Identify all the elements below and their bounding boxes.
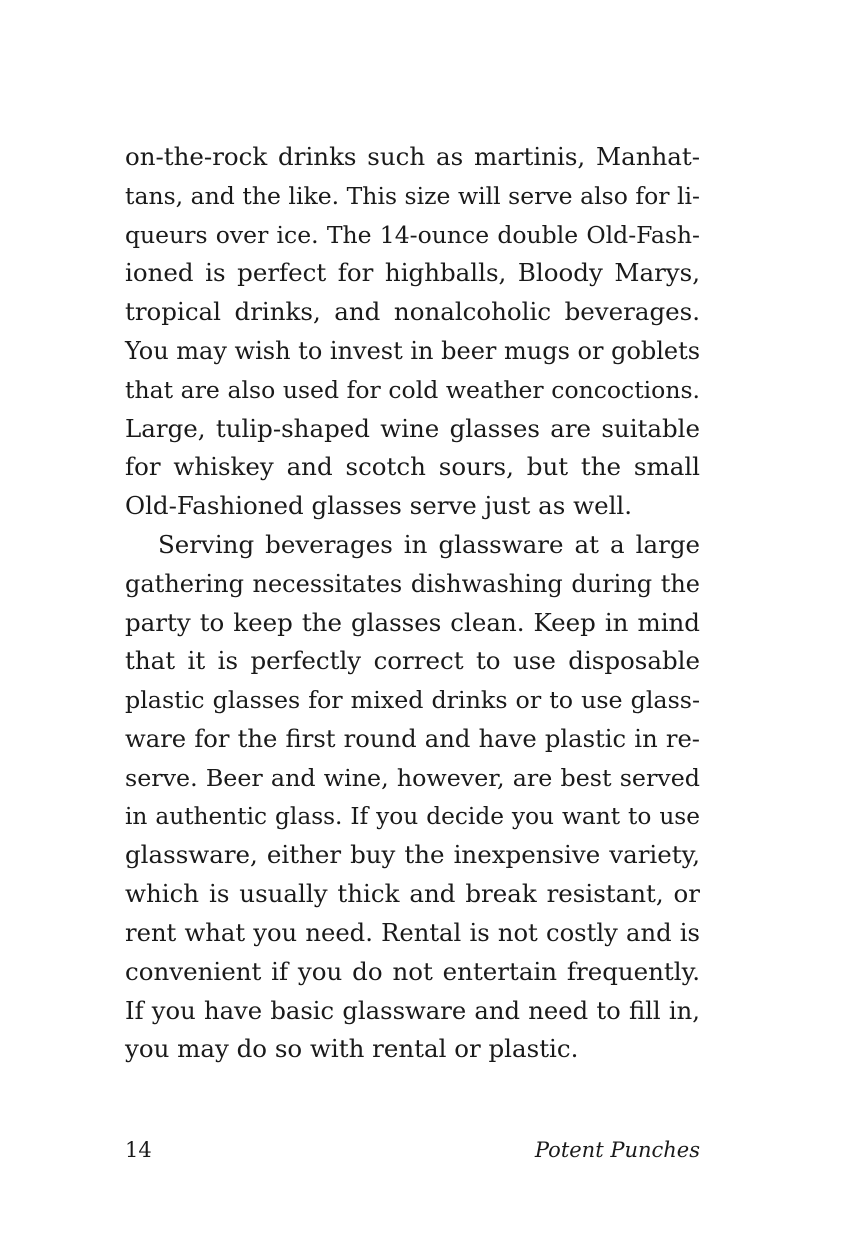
- text-line: Old-Fashioned glasses serve just as well.: [125, 491, 633, 521]
- text-line: If you have basic glassware and need to fill in,: [125, 995, 700, 1025]
- text-line: convenient if you do not entertain frequently.: [125, 956, 700, 986]
- text-line: tropical drinks, and nonalcoholic beverages.: [125, 297, 700, 327]
- body-text: [125, 138, 700, 1069]
- text-line: ware for the first round and have plastic in re-: [125, 723, 700, 753]
- paragraph-1: [125, 138, 700, 526]
- text-line: Serving beverages in glassware at a large: [158, 529, 700, 559]
- text-line: glassware, either buy the inexpensive variety,: [125, 840, 700, 870]
- text-line: which is usually thick and break resistant, or: [125, 879, 700, 909]
- text-line: you may do so with rental or plastic.: [125, 1034, 579, 1064]
- text-line: tans, and the like. This size will serve also for li-: [125, 181, 700, 210]
- page-number: 14: [125, 1138, 152, 1162]
- text-line: ioned is perfect for highballs, Bloody Marys,: [125, 258, 700, 288]
- text-line: in authentic glass. If you decide you want to use: [125, 802, 700, 830]
- text-line: that it is perfectly correct to use disposable: [125, 646, 700, 676]
- text-line: plastic glasses for mixed drinks or to use glass-: [125, 686, 700, 715]
- paragraph-2: [125, 526, 700, 1069]
- text-line: that are also used for cold weather concoctions.: [125, 375, 700, 404]
- text-line: party to keep the glasses clean. Keep in mind: [125, 607, 700, 637]
- text-line: serve. Beer and wine, however, are best served: [125, 763, 700, 792]
- text-line: gathering necessitates dishwashing during the: [125, 569, 700, 598]
- text-line: queurs over ice. The 14-ounce double Old-Fash-: [125, 220, 700, 249]
- text-line: You may wish to invest in beer mugs or goblets: [125, 336, 701, 365]
- text-line: for whiskey and scotch sours, but the small: [125, 452, 700, 482]
- text-line: Large, tulip-shaped wine glasses are suitable: [125, 413, 700, 443]
- text-line: rent what you need. Rental is not costly and is: [125, 917, 700, 947]
- running-head: Potent Punches: [534, 1138, 700, 1162]
- page-footer: [125, 1134, 700, 1166]
- text-line: on-the-rock drinks such as martinis, Manhat-: [125, 142, 700, 171]
